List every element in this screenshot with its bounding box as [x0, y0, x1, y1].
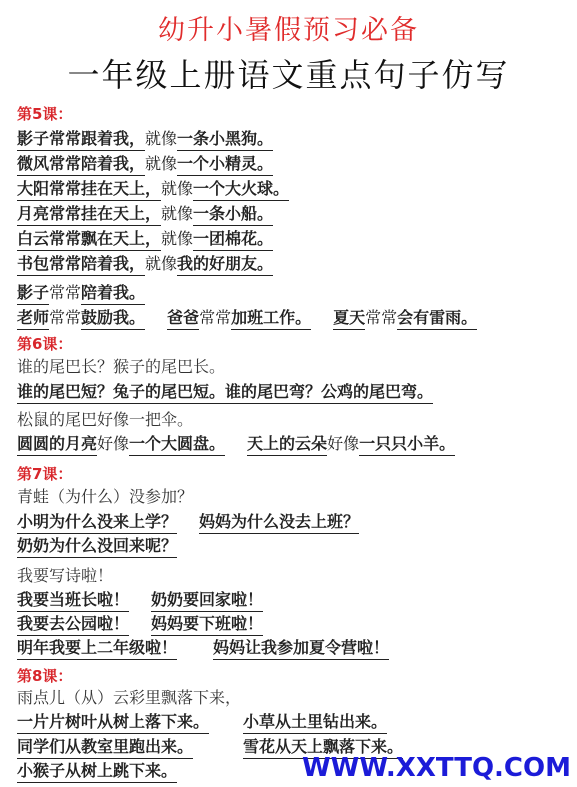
lesson5-sentence-4	[17, 204, 273, 224]
subject: 白云常常飘在天上，	[17, 229, 161, 251]
answer-text: 妈妈为什么没去上班？	[199, 512, 359, 534]
connector: 就像	[161, 204, 194, 223]
object: 一条小船。	[193, 204, 273, 226]
connector: 好像	[327, 434, 360, 453]
lesson5-sentence-1	[17, 129, 273, 149]
object: 我的好朋友。	[177, 254, 273, 276]
lesson5-sentence-5	[17, 229, 273, 249]
answer-text: 小草从土里钻出来。	[243, 712, 387, 734]
connector: 就像	[145, 254, 178, 273]
connector: 常常	[49, 308, 82, 327]
connector: 常常	[199, 308, 232, 327]
lesson8-answer-1	[17, 712, 387, 732]
answer-text: 明年我要上二年级啦！	[17, 638, 177, 660]
lesson-7-label: 第7课：	[17, 465, 73, 483]
subject: 影子常常跟着我，	[17, 129, 145, 151]
lesson7-answer-1	[17, 512, 359, 532]
watermark-url: WWW.XXTTQ.COM	[302, 753, 571, 783]
lesson7-answer-2	[17, 536, 177, 556]
answer-text: 小明为什么没来上学？	[17, 512, 177, 534]
subject: 书包常常陪着我，	[17, 254, 145, 276]
title-line-2: 一年级上册语文重点句子仿写	[67, 56, 510, 94]
object: 会有雷雨。	[397, 308, 477, 330]
object: 一个小精灵。	[177, 154, 273, 176]
lesson-6-label: 第6课：	[17, 335, 73, 353]
subject: 夏天	[333, 308, 365, 330]
lesson8-answer-3	[17, 761, 177, 781]
lesson6-example-2: 松鼠的尾巴好像一把伞。	[17, 410, 194, 429]
lesson7-answer-3	[17, 590, 263, 610]
answer-text: 奶奶要回家啦！	[151, 590, 263, 612]
lesson8-example-1: 雨点儿（从）云彩里飘落下来，	[17, 688, 242, 707]
answer-text: 妈妈让我参加夏令营啦！	[213, 638, 389, 660]
lesson7-answer-5	[17, 638, 389, 658]
subject: 微风常常陪着我，	[17, 154, 145, 176]
lesson5-sentence-8	[17, 308, 477, 328]
connector: 就像	[145, 154, 178, 173]
answer-text: 同学们从教室里跑出来。	[17, 737, 193, 759]
connector: 常常	[49, 283, 82, 302]
subject: 天上的云朵	[247, 434, 327, 456]
lesson5-sentence-3	[17, 179, 289, 199]
subject: 圆圆的月亮	[17, 434, 97, 456]
connector: 常常	[365, 308, 398, 327]
answer-text: 奶奶为什么没回来呢？	[17, 536, 177, 558]
subject: 影子	[17, 283, 49, 305]
connector: 好像	[97, 434, 130, 453]
object: 一只只小羊。	[359, 434, 455, 456]
lesson6-example-1: 谁的尾巴长？猴子的尾巴长。	[17, 357, 226, 376]
lesson6-answer-1	[17, 382, 433, 402]
connector: 就像	[161, 179, 194, 198]
object: 鼓励我。	[81, 308, 145, 330]
lesson6-answer-2	[17, 434, 455, 454]
lesson5-sentence-2	[17, 154, 273, 174]
answer-text: 小猴子从树上跳下来。	[17, 761, 177, 783]
lesson5-sentence-6	[17, 254, 273, 274]
answer-text: 谁的尾巴短？兔子的尾巴短。谁的尾巴弯？公鸡的尾巴弯。	[17, 382, 433, 404]
object: 陪着我。	[81, 283, 145, 305]
title-line-1: 幼升小暑假预习必备	[158, 15, 419, 46]
connector: 就像	[161, 229, 194, 248]
connector: 就像	[145, 129, 178, 148]
object: 一条小黑狗。	[177, 129, 273, 151]
answer-text: 我要当班长啦！	[17, 590, 129, 612]
subject: 老师	[17, 308, 49, 330]
object: 一个大火球。	[193, 179, 289, 201]
lesson7-answer-4	[17, 614, 263, 634]
subject: 大阳常常挂在天上，	[17, 179, 161, 201]
lesson-5-label: 第5课：	[17, 105, 73, 123]
subject: 月亮常常挂在天上，	[17, 204, 161, 226]
object: 加班工作。	[231, 308, 311, 330]
object: 一团棉花。	[193, 229, 273, 251]
lesson-8-label: 第8课：	[17, 667, 73, 685]
subject: 爸爸	[167, 308, 199, 330]
answer-text: 妈妈要下班啦！	[151, 614, 263, 636]
object: 一个大圆盘。	[129, 434, 225, 456]
lesson5-sentence-7	[17, 283, 145, 303]
answer-text: 我要去公园啦！	[17, 614, 129, 636]
lesson7-example-1: 青蛙（为什么）没参加？	[17, 487, 194, 506]
lesson7-example-2: 我要写诗啦！	[17, 566, 114, 585]
answer-text: 一片片树叶从树上落下来。	[17, 712, 209, 734]
answer-text: 雪花从天上飘落下来。	[243, 737, 403, 759]
